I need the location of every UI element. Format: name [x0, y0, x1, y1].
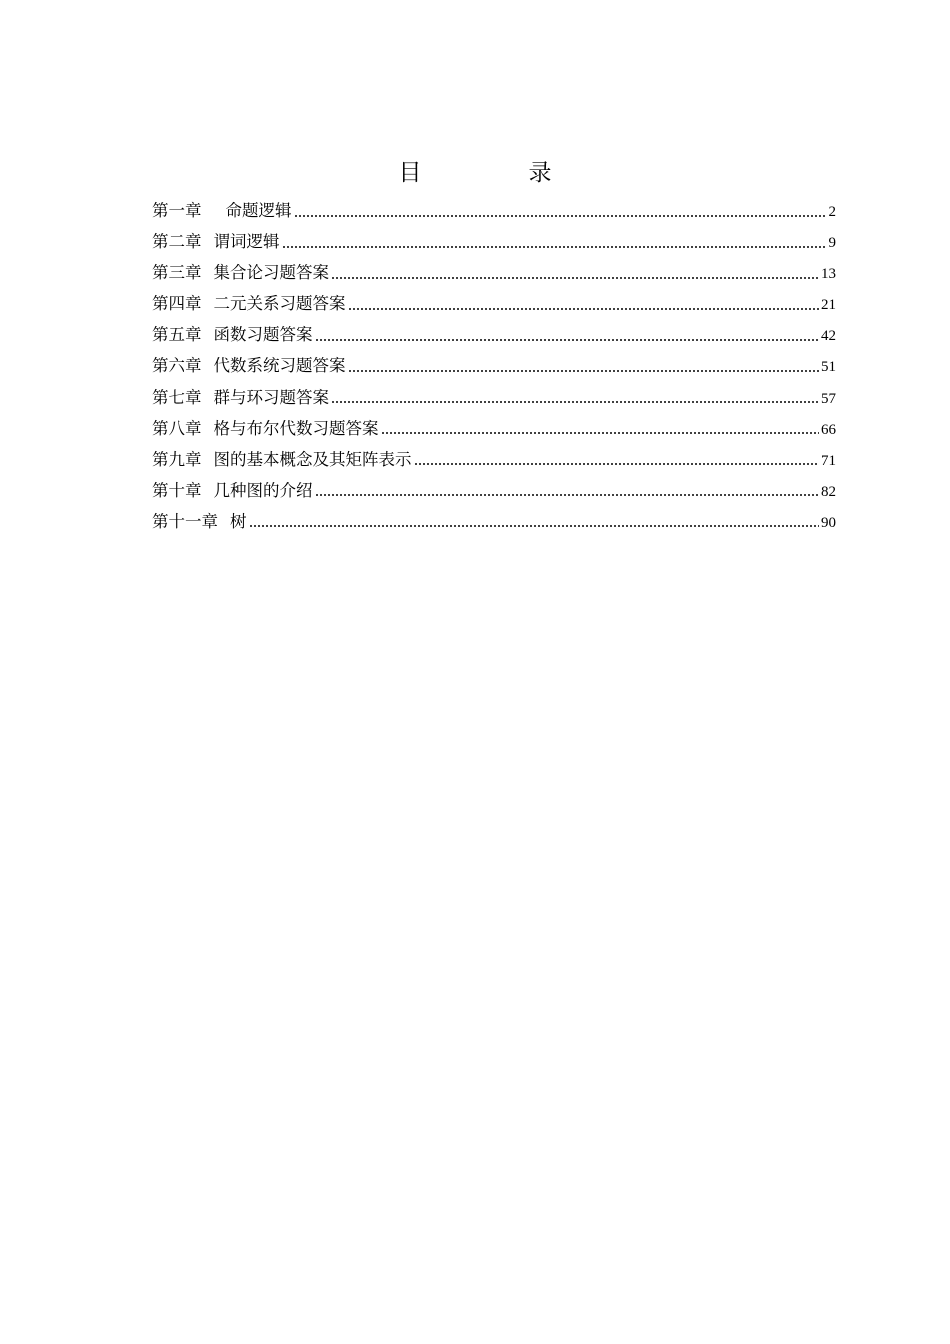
toc-chapter-number: 第九章: [152, 449, 202, 469]
toc-title: 目 录: [398, 160, 594, 186]
toc-page-number: 82: [821, 483, 836, 500]
toc-chapter-title: 群与环习题答案: [213, 387, 329, 407]
toc-page-number: 51: [821, 359, 836, 376]
toc-chapter-title: 二元关系习题答案: [213, 294, 346, 314]
toc-dot-leader: [315, 481, 820, 498]
toc-chapter-title: 树: [230, 511, 247, 531]
toc-chapter-title: 谓词逻辑: [213, 232, 280, 252]
toc-chapter-number: 第五章: [152, 325, 202, 345]
toc-page-number: 2: [828, 204, 836, 220]
toc-page-number: 90: [821, 514, 836, 531]
toc-entry[interactable]: [152, 350, 836, 381]
toc-page-number: 66: [821, 421, 836, 438]
toc-entry[interactable]: [152, 444, 836, 475]
toc-entry[interactable]: [152, 506, 836, 537]
toc-dot-leader: [282, 233, 827, 250]
toc-dot-leader: [315, 326, 820, 343]
toc-dot-leader: [348, 295, 820, 312]
toc-chapter-number: 第十一章: [152, 511, 218, 531]
toc-dot-leader: [294, 202, 827, 219]
toc-chapter-number: 第三章: [152, 263, 202, 283]
toc-entry[interactable]: [152, 257, 836, 288]
toc-dot-leader: [348, 357, 820, 374]
toc-dot-leader: [414, 450, 820, 467]
toc-chapter-number: 第六章: [152, 356, 202, 376]
toc-entry[interactable]: [152, 319, 836, 350]
toc-dot-leader: [331, 388, 819, 405]
toc-page-number: 42: [821, 328, 836, 345]
toc-chapter-title: 代数系统习题答案: [213, 356, 346, 376]
toc-chapter-number: 第八章: [152, 418, 202, 438]
toc-chapter-title: 集合论习题答案: [213, 263, 329, 283]
toc-entry[interactable]: [152, 195, 836, 226]
toc-entry[interactable]: [152, 413, 836, 444]
toc-entry[interactable]: [152, 475, 836, 506]
toc-dot-leader: [331, 264, 819, 281]
toc-chapter-number: 第七章: [152, 387, 202, 407]
toc-chapter-title: 图的基本概念及其矩阵表示: [213, 449, 412, 469]
toc-page-number: 21: [821, 297, 836, 314]
toc-entry[interactable]: [152, 226, 836, 257]
toc-chapter-title: 函数习题答案: [213, 325, 313, 345]
toc-page-number: 57: [821, 390, 836, 407]
toc-chapter-number: 第十章: [152, 480, 202, 500]
toc-entry[interactable]: [152, 288, 836, 319]
toc-chapter-title: 命题逻辑: [225, 201, 292, 220]
toc-chapter-number: 第一章: [152, 201, 202, 220]
toc-page-number: 13: [821, 266, 836, 283]
toc-dot-leader: [249, 512, 820, 529]
toc-chapter-number: 第二章: [152, 232, 202, 252]
toc-page-number: 9: [828, 235, 836, 252]
toc-entry[interactable]: [152, 382, 836, 413]
toc-chapter-number: 第四章: [152, 294, 202, 314]
toc-dot-leader: [381, 419, 820, 436]
toc-page-number: 71: [821, 452, 836, 469]
toc-chapter-title: 格与布尔代数习题答案: [213, 418, 379, 438]
table-of-contents: [152, 195, 836, 537]
toc-chapter-title: 几种图的介绍: [213, 480, 313, 500]
